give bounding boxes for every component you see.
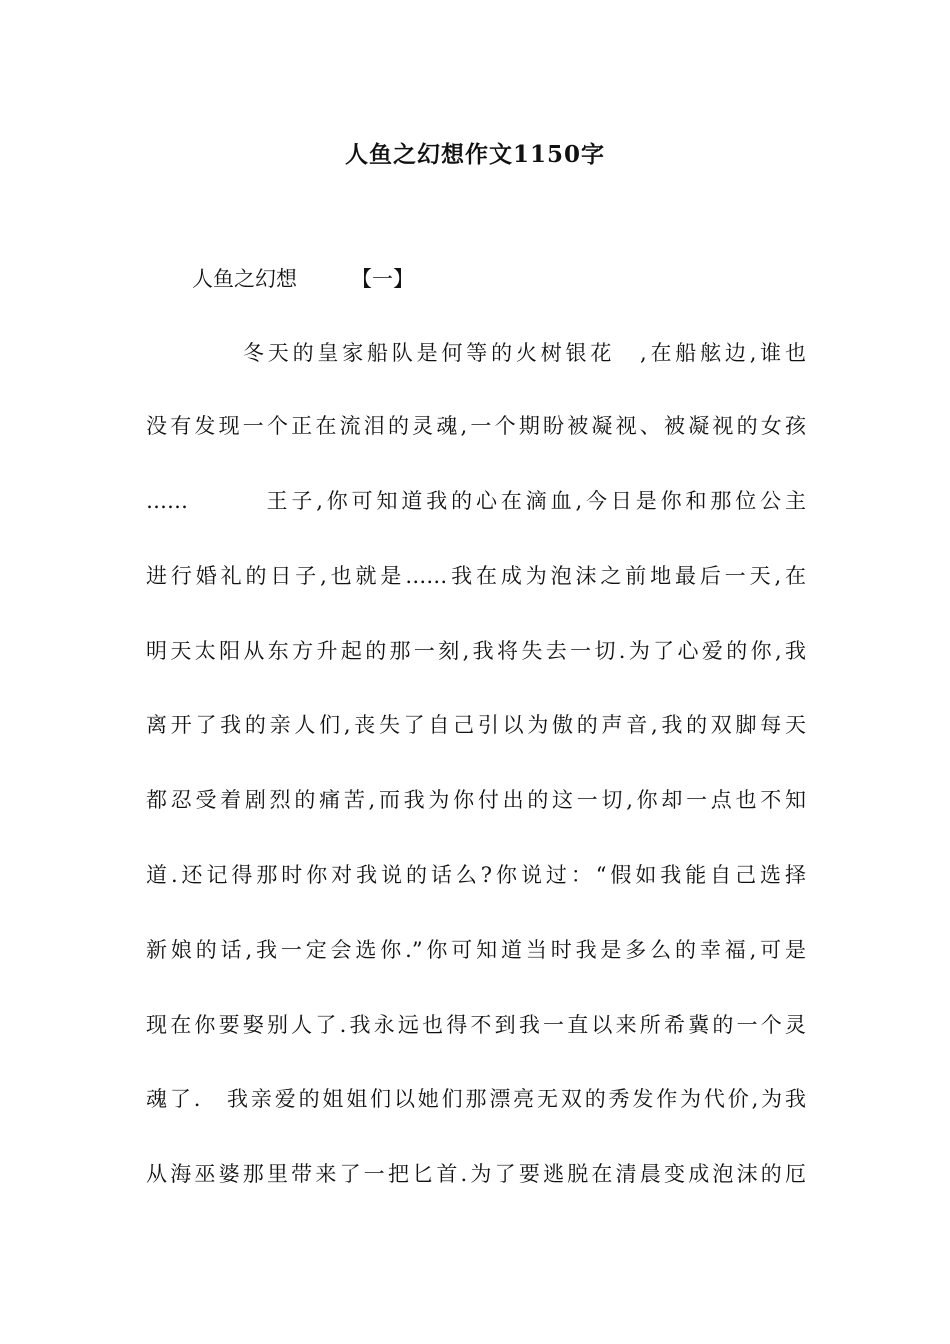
section-title: 人鱼之幻想 bbox=[192, 267, 297, 291]
section-number: 【一】 bbox=[351, 267, 414, 291]
section-heading bbox=[192, 263, 414, 293]
paragraph-line: 现在你要娶别人了.我永远也得不到我一直以来所希冀的一个灵 bbox=[146, 1013, 806, 1037]
paragraph-line: 都忍受着剧烈的痛苦,而我为你付出的这一切,你却一点也不知 bbox=[146, 788, 806, 812]
paragraph-line: 魂了. 我亲爱的姐姐们以她们那漂亮无双的秀发作为代价,为我 bbox=[146, 1087, 806, 1111]
paragraph-line: 冬天的皇家船队是何等的火树银花 ,在船舷边,谁也 bbox=[243, 341, 806, 365]
paragraph-line: 道.还记得那时你对我说的话么?你说过：“假如我能自己选择 bbox=[146, 863, 806, 887]
paragraph-line: 进行婚礼的日子,也就是……我在成为泡沫之前地最后一天,在 bbox=[146, 564, 806, 588]
paragraph-line: 从海巫婆那里带来了一把匕首.为了要逃脱在清晨变成泡沫的厄 bbox=[146, 1162, 806, 1186]
paragraph-line: 明天太阳从东方升起的那一刻,我将失去一切.为了心爱的你,我 bbox=[146, 639, 806, 663]
paragraph-line: 没有发现一个正在流泪的灵魂,一个期盼被凝视、被凝视的女孩 bbox=[146, 414, 806, 438]
paragraph-line: …… 王子,你可知道我的心在滴血,今日是你和那位公主 bbox=[146, 489, 806, 513]
paragraph-line: 新娘的话,我一定会选你.”你可知道当时我是多么的幸福,可是 bbox=[146, 938, 806, 962]
paragraph-line: 离开了我的亲人们,丧失了自己引以为傲的声音,我的双脚每天 bbox=[146, 713, 806, 737]
document-title: 人鱼之幻想作文1150字 bbox=[344, 141, 605, 168]
